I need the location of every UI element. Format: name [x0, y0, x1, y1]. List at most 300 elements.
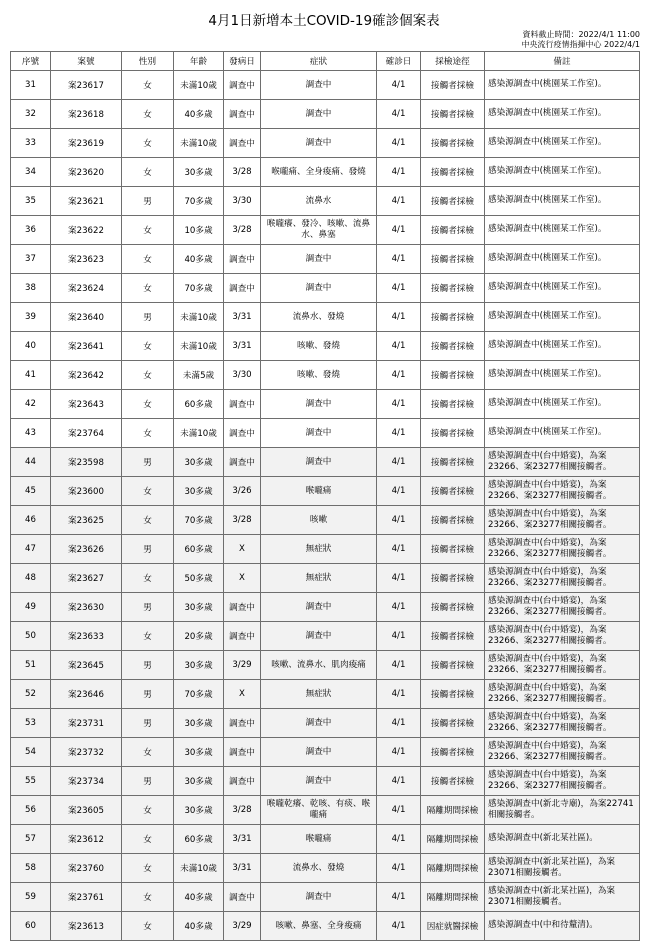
cell-remarks: 感染源調查中(台中婚宴)，為案23266、案23277相關接觸者。 — [485, 622, 640, 651]
cell-remarks: 感染源調查中(新北寺廟)，為案22741相關接觸者。 — [485, 796, 640, 825]
cell-remarks: 感染源調查中(台中婚宴)，為案23266、案23277相關接觸者。 — [485, 593, 640, 622]
cell-seq: 52 — [11, 680, 51, 709]
cell-sex: 男 — [122, 709, 174, 738]
cell-confirm-date: 4/1 — [377, 622, 421, 651]
cell-sex: 女 — [122, 912, 174, 941]
table-row — [11, 709, 640, 738]
cell-seq: 53 — [11, 709, 51, 738]
cell-symptoms: 喉嚨乾癢、乾咳、有痰、喉嚨痛 — [261, 796, 377, 825]
cell-symptoms: 喉嚨痛 — [261, 825, 377, 854]
cell-confirm-date: 4/1 — [377, 854, 421, 883]
cell-age: 30多歲 — [174, 651, 224, 680]
cell-age: 10多歲 — [174, 216, 224, 245]
cell-confirm-date: 4/1 — [377, 680, 421, 709]
cell-seq: 57 — [11, 825, 51, 854]
table-row — [11, 361, 640, 390]
table-row — [11, 825, 640, 854]
cell-remarks: 感染源調查中(桃園某工作室)。 — [485, 187, 640, 216]
cell-confirm-date: 4/1 — [377, 506, 421, 535]
cell-onset-date: 調查中 — [224, 593, 261, 622]
cell-case-no: 案23613 — [51, 912, 122, 941]
cell-remarks: 感染源調查中(台中婚宴)，為案23266、案23277相關接觸者。 — [485, 680, 640, 709]
cell-confirm-date: 4/1 — [377, 564, 421, 593]
cell-confirm-date: 4/1 — [377, 274, 421, 303]
cell-seq: 34 — [11, 158, 51, 187]
table-row — [11, 738, 640, 767]
cell-remarks: 感染源調查中(台中婚宴)，為案23266、案23277相關接觸者。 — [485, 448, 640, 477]
table-row — [11, 767, 640, 796]
cell-symptoms: 咳嗽 — [261, 506, 377, 535]
header-seq: 序號 — [11, 52, 51, 71]
cell-seq: 49 — [11, 593, 51, 622]
cell-age: 30多歲 — [174, 767, 224, 796]
cell-age: 30多歲 — [174, 477, 224, 506]
cell-case-no: 案23760 — [51, 854, 122, 883]
cell-remarks: 感染源調查中(桃園某工作室)。 — [485, 390, 640, 419]
cell-onset-date: 調查中 — [224, 883, 261, 912]
cell-confirm-date: 4/1 — [377, 361, 421, 390]
cell-onset-date: 3/31 — [224, 303, 261, 332]
cell-remarks: 感染源調查中(台中婚宴)，為案23266、案23277相關接觸者。 — [485, 709, 640, 738]
page-title: 4月1日新增本土COVID-19確診個案表 — [208, 13, 440, 29]
cell-onset-date: 3/28 — [224, 216, 261, 245]
cell-seq: 44 — [11, 448, 51, 477]
table-row — [11, 100, 640, 129]
cell-confirm-date: 4/1 — [377, 187, 421, 216]
cell-age: 40多歲 — [174, 245, 224, 274]
cell-age: 40多歲 — [174, 883, 224, 912]
header-sex: 性別 — [122, 52, 174, 71]
cell-symptoms: 調查中 — [261, 71, 377, 100]
cell-confirm-date: 4/1 — [377, 332, 421, 361]
cell-sex: 男 — [122, 187, 174, 216]
cell-seq: 55 — [11, 767, 51, 796]
cell-onset-date: 調查中 — [224, 738, 261, 767]
cell-sex: 女 — [122, 796, 174, 825]
cell-case-no: 案23598 — [51, 448, 122, 477]
table-row — [11, 448, 640, 477]
table-row — [11, 912, 640, 941]
cell-seq: 35 — [11, 187, 51, 216]
cell-age: 30多歲 — [174, 796, 224, 825]
cell-seq: 32 — [11, 100, 51, 129]
cell-case-no: 案23619 — [51, 129, 122, 158]
cell-seq: 31 — [11, 71, 51, 100]
cell-onset-date: 調查中 — [224, 390, 261, 419]
cell-confirm-date: 4/1 — [377, 912, 421, 941]
cell-symptoms: 調查中 — [261, 622, 377, 651]
cell-symptoms: 無症狀 — [261, 564, 377, 593]
cell-case-no: 案23620 — [51, 158, 122, 187]
cell-case-no: 案23621 — [51, 187, 122, 216]
case-table — [10, 51, 640, 941]
cell-seq: 41 — [11, 361, 51, 390]
cell-seq: 54 — [11, 738, 51, 767]
cell-sex: 女 — [122, 245, 174, 274]
cell-symptoms: 無症狀 — [261, 680, 377, 709]
cell-age: 未滿10歲 — [174, 71, 224, 100]
cell-case-no: 案23623 — [51, 245, 122, 274]
cell-case-no: 案23605 — [51, 796, 122, 825]
cell-remarks: 感染源調查中(桃園某工作室)。 — [485, 419, 640, 448]
cell-case-no: 案23731 — [51, 709, 122, 738]
cell-onset-date: 3/30 — [224, 187, 261, 216]
cell-remarks: 感染源調查中(台中婚宴)，為案23266、案23277相關接觸者。 — [485, 767, 640, 796]
cell-age: 未滿10歲 — [174, 129, 224, 158]
cell-test-route: 接觸者採檢 — [421, 535, 485, 564]
cell-onset-date: 3/29 — [224, 651, 261, 680]
table-header-row — [11, 52, 640, 71]
cell-onset-date: 3/26 — [224, 477, 261, 506]
table-row — [11, 883, 640, 912]
cell-onset-date: 調查中 — [224, 622, 261, 651]
cell-test-route: 接觸者採檢 — [421, 709, 485, 738]
cell-onset-date: 調查中 — [224, 419, 261, 448]
cell-remarks: 感染源調查中(桃園某工作室)。 — [485, 274, 640, 303]
cell-age: 未滿10歲 — [174, 303, 224, 332]
cell-confirm-date: 4/1 — [377, 390, 421, 419]
table-row — [11, 71, 640, 100]
header-remarks: 備註 — [485, 52, 640, 71]
cell-test-route: 隔離期間採檢 — [421, 796, 485, 825]
cell-sex: 男 — [122, 593, 174, 622]
header-symptoms: 症狀 — [261, 52, 377, 71]
header-case-no: 案號 — [51, 52, 122, 71]
cell-symptoms: 喉嚨痛、全身痠痛、發燒 — [261, 158, 377, 187]
table-row — [11, 622, 640, 651]
cell-test-route: 隔離期間採檢 — [421, 854, 485, 883]
cell-test-route: 接觸者採檢 — [421, 129, 485, 158]
cell-sex: 女 — [122, 419, 174, 448]
cell-case-no: 案23734 — [51, 767, 122, 796]
cell-confirm-date: 4/1 — [377, 535, 421, 564]
cell-case-no: 案23630 — [51, 593, 122, 622]
cell-symptoms: 調查中 — [261, 448, 377, 477]
cell-sex: 女 — [122, 274, 174, 303]
cell-seq: 47 — [11, 535, 51, 564]
cell-confirm-date: 4/1 — [377, 709, 421, 738]
cell-confirm-date: 4/1 — [377, 419, 421, 448]
cell-onset-date: 3/29 — [224, 912, 261, 941]
cell-age: 30多歲 — [174, 593, 224, 622]
cell-remarks: 感染源調查中(桃園某工作室)。 — [485, 71, 640, 100]
table-row — [11, 187, 640, 216]
cell-onset-date: 調查中 — [224, 709, 261, 738]
cell-age: 70多歲 — [174, 187, 224, 216]
table-row — [11, 129, 640, 158]
cell-test-route: 因症就醫採檢 — [421, 912, 485, 941]
table-row — [11, 158, 640, 187]
table-row — [11, 245, 640, 274]
cell-symptoms: 流鼻水、發燒 — [261, 303, 377, 332]
cell-case-no: 案23624 — [51, 274, 122, 303]
cell-onset-date: 3/28 — [224, 158, 261, 187]
cell-onset-date: X — [224, 535, 261, 564]
table-row — [11, 303, 640, 332]
cell-case-no: 案23646 — [51, 680, 122, 709]
cell-symptoms: 喉嚨痛 — [261, 477, 377, 506]
table-row — [11, 680, 640, 709]
cell-confirm-date: 4/1 — [377, 477, 421, 506]
cell-sex: 男 — [122, 448, 174, 477]
cell-confirm-date: 4/1 — [377, 767, 421, 796]
cell-remarks: 感染源調查中(台中婚宴)，為案23266、案23277相關接觸者。 — [485, 738, 640, 767]
cell-case-no: 案23600 — [51, 477, 122, 506]
cell-test-route: 接觸者採檢 — [421, 332, 485, 361]
cell-age: 30多歲 — [174, 709, 224, 738]
table-row — [11, 593, 640, 622]
cell-remarks: 感染源調查中(桃園某工作室)。 — [485, 129, 640, 158]
cell-sex: 女 — [122, 564, 174, 593]
cell-symptoms: 調查中 — [261, 129, 377, 158]
cell-symptoms: 咳嗽、發燒 — [261, 332, 377, 361]
table-row — [11, 390, 640, 419]
table-row — [11, 796, 640, 825]
cell-confirm-date: 4/1 — [377, 883, 421, 912]
cell-onset-date: 3/30 — [224, 361, 261, 390]
cell-seq: 48 — [11, 564, 51, 593]
cell-remarks: 感染源調查中(台中婚宴)，為案23266、案23277相關接觸者。 — [485, 477, 640, 506]
cell-onset-date: X — [224, 680, 261, 709]
cell-remarks: 感染源調查中(桃園某工作室)。 — [485, 216, 640, 245]
cell-onset-date: 調查中 — [224, 245, 261, 274]
cell-age: 70多歲 — [174, 274, 224, 303]
cell-remarks: 感染源調查中(台中婚宴)，為案23266、案23277相關接觸者。 — [485, 651, 640, 680]
cell-sex: 女 — [122, 477, 174, 506]
cell-seq: 39 — [11, 303, 51, 332]
cell-remarks: 感染源調查中(中和待釐清)。 — [485, 912, 640, 941]
cell-sex: 女 — [122, 129, 174, 158]
cell-symptoms: 咳嗽、流鼻水、肌肉痠痛 — [261, 651, 377, 680]
cell-seq: 36 — [11, 216, 51, 245]
cell-confirm-date: 4/1 — [377, 651, 421, 680]
cell-test-route: 接觸者採檢 — [421, 419, 485, 448]
cell-confirm-date: 4/1 — [377, 245, 421, 274]
cell-case-no: 案23633 — [51, 622, 122, 651]
cell-seq: 59 — [11, 883, 51, 912]
cell-confirm-date: 4/1 — [377, 796, 421, 825]
header-confirm-date: 確診日 — [377, 52, 421, 71]
cell-test-route: 隔離期間採檢 — [421, 825, 485, 854]
cell-onset-date: 調查中 — [224, 71, 261, 100]
cell-seq: 37 — [11, 245, 51, 274]
cell-test-route: 接觸者採檢 — [421, 738, 485, 767]
cell-sex: 女 — [122, 390, 174, 419]
cell-age: 30多歲 — [174, 158, 224, 187]
cell-onset-date: 調查中 — [224, 274, 261, 303]
cell-symptoms: 喉嚨癢、發冷、咳嗽、流鼻水、鼻塞 — [261, 216, 377, 245]
cell-confirm-date: 4/1 — [377, 738, 421, 767]
cell-symptoms: 調查中 — [261, 274, 377, 303]
issuing-agency: 中央流行疫情指揮中心 2022/4/1 — [521, 40, 640, 49]
header-age: 年齡 — [174, 52, 224, 71]
cell-case-no: 案23627 — [51, 564, 122, 593]
cell-confirm-date: 4/1 — [377, 71, 421, 100]
cell-sex: 女 — [122, 622, 174, 651]
cell-symptoms: 調查中 — [261, 883, 377, 912]
table-row — [11, 854, 640, 883]
cell-test-route: 接觸者採檢 — [421, 506, 485, 535]
cell-remarks: 感染源調查中(桃園某工作室)。 — [485, 245, 640, 274]
cell-seq: 45 — [11, 477, 51, 506]
cell-seq: 40 — [11, 332, 51, 361]
cell-age: 70多歲 — [174, 680, 224, 709]
cell-case-no: 案23764 — [51, 419, 122, 448]
cell-case-no: 案23641 — [51, 332, 122, 361]
cell-test-route: 接觸者採檢 — [421, 651, 485, 680]
cell-case-no: 案23761 — [51, 883, 122, 912]
table-row — [11, 274, 640, 303]
cell-sex: 女 — [122, 361, 174, 390]
cell-onset-date: 3/28 — [224, 506, 261, 535]
cell-remarks: 感染源調查中(新北某社區)。 — [485, 825, 640, 854]
cell-remarks: 感染源調查中(新北某社區)，為案23071相關接觸者。 — [485, 883, 640, 912]
cell-test-route: 接觸者採檢 — [421, 767, 485, 796]
cell-age: 30多歲 — [174, 738, 224, 767]
cell-symptoms: 調查中 — [261, 709, 377, 738]
cell-symptoms: 調查中 — [261, 100, 377, 129]
cell-confirm-date: 4/1 — [377, 448, 421, 477]
header-test-route: 採檢途徑 — [421, 52, 485, 71]
cell-onset-date: 調查中 — [224, 448, 261, 477]
cell-seq: 51 — [11, 651, 51, 680]
cell-test-route: 接觸者採檢 — [421, 564, 485, 593]
cell-confirm-date: 4/1 — [377, 129, 421, 158]
cell-case-no: 案23622 — [51, 216, 122, 245]
cell-case-no: 案23640 — [51, 303, 122, 332]
table-body — [11, 71, 640, 941]
cell-age: 50多歲 — [174, 564, 224, 593]
cell-age: 70多歲 — [174, 506, 224, 535]
cell-age: 60多歲 — [174, 825, 224, 854]
table-row — [11, 506, 640, 535]
cell-seq: 38 — [11, 274, 51, 303]
cell-age: 30多歲 — [174, 448, 224, 477]
cell-case-no: 案23626 — [51, 535, 122, 564]
cell-symptoms: 調查中 — [261, 767, 377, 796]
cell-sex: 女 — [122, 825, 174, 854]
cell-test-route: 接觸者採檢 — [421, 245, 485, 274]
cell-case-no: 案23625 — [51, 506, 122, 535]
table-row — [11, 419, 640, 448]
cell-test-route: 接觸者採檢 — [421, 622, 485, 651]
cell-remarks: 感染源調查中(台中婚宴)，為案23266、案23277相關接觸者。 — [485, 564, 640, 593]
cell-sex: 女 — [122, 158, 174, 187]
cell-test-route: 接觸者採檢 — [421, 361, 485, 390]
cell-sex: 女 — [122, 216, 174, 245]
cell-symptoms: 咳嗽、鼻塞、全身痠痛 — [261, 912, 377, 941]
cell-onset-date: X — [224, 564, 261, 593]
cell-remarks: 感染源調查中(台中婚宴)，為案23266、案23277相關接觸者。 — [485, 535, 640, 564]
cell-symptoms: 調查中 — [261, 245, 377, 274]
cell-symptoms: 調查中 — [261, 738, 377, 767]
cell-confirm-date: 4/1 — [377, 303, 421, 332]
cell-sex: 男 — [122, 680, 174, 709]
cell-remarks: 感染源調查中(桃園某工作室)。 — [485, 303, 640, 332]
cell-test-route: 接觸者採檢 — [421, 158, 485, 187]
cell-test-route: 接觸者採檢 — [421, 390, 485, 419]
cell-test-route: 接觸者採檢 — [421, 187, 485, 216]
cell-remarks: 感染源調查中(台中婚宴)，為案23266、案23277相關接觸者。 — [485, 506, 640, 535]
cell-symptoms: 調查中 — [261, 593, 377, 622]
cell-symptoms: 調查中 — [261, 419, 377, 448]
cell-remarks: 感染源調查中(桃園某工作室)。 — [485, 100, 640, 129]
cell-case-no: 案23612 — [51, 825, 122, 854]
cell-remarks: 感染源調查中(新北某社區)，為案23071相關接觸者。 — [485, 854, 640, 883]
cell-remarks: 感染源調查中(桃園某工作室)。 — [485, 361, 640, 390]
cell-age: 未滿10歲 — [174, 854, 224, 883]
table-row — [11, 477, 640, 506]
cell-test-route: 接觸者採檢 — [421, 100, 485, 129]
cell-confirm-date: 4/1 — [377, 216, 421, 245]
table-row — [11, 564, 640, 593]
cell-age: 60多歲 — [174, 390, 224, 419]
cell-sex: 女 — [122, 506, 174, 535]
cell-confirm-date: 4/1 — [377, 825, 421, 854]
cell-case-no: 案23732 — [51, 738, 122, 767]
cell-test-route: 接觸者採檢 — [421, 274, 485, 303]
cell-seq: 33 — [11, 129, 51, 158]
cell-age: 未滿5歲 — [174, 361, 224, 390]
cell-case-no: 案23618 — [51, 100, 122, 129]
cell-symptoms: 無症狀 — [261, 535, 377, 564]
cell-sex: 女 — [122, 738, 174, 767]
cell-confirm-date: 4/1 — [377, 100, 421, 129]
cell-symptoms: 流鼻水 — [261, 187, 377, 216]
cell-age: 未滿10歲 — [174, 332, 224, 361]
cell-seq: 43 — [11, 419, 51, 448]
cell-onset-date: 3/31 — [224, 854, 261, 883]
cell-sex: 女 — [122, 100, 174, 129]
cell-seq: 56 — [11, 796, 51, 825]
cell-seq: 42 — [11, 390, 51, 419]
cell-onset-date: 3/28 — [224, 796, 261, 825]
cell-confirm-date: 4/1 — [377, 593, 421, 622]
table-row — [11, 332, 640, 361]
cell-age: 60多歲 — [174, 535, 224, 564]
cell-sex: 女 — [122, 883, 174, 912]
cell-test-route: 接觸者採檢 — [421, 477, 485, 506]
cell-remarks: 感染源調查中(桃園某工作室)。 — [485, 332, 640, 361]
cell-test-route: 隔離期間採檢 — [421, 883, 485, 912]
cell-symptoms: 調查中 — [261, 390, 377, 419]
cell-test-route: 接觸者採檢 — [421, 303, 485, 332]
cell-sex: 男 — [122, 535, 174, 564]
cell-symptoms: 咳嗽、發燒 — [261, 361, 377, 390]
cell-test-route: 接觸者採檢 — [421, 680, 485, 709]
cell-symptoms: 流鼻水、發燒 — [261, 854, 377, 883]
cell-sex: 女 — [122, 332, 174, 361]
table-row — [11, 216, 640, 245]
cell-case-no: 案23643 — [51, 390, 122, 419]
cell-case-no: 案23617 — [51, 71, 122, 100]
cell-age: 40多歲 — [174, 912, 224, 941]
cell-sex: 男 — [122, 651, 174, 680]
cell-onset-date: 3/31 — [224, 825, 261, 854]
cell-remarks: 感染源調查中(桃園某工作室)。 — [485, 158, 640, 187]
cell-age: 40多歲 — [174, 100, 224, 129]
cell-test-route: 接觸者採檢 — [421, 71, 485, 100]
cell-age: 20多歲 — [174, 622, 224, 651]
cell-onset-date: 調查中 — [224, 100, 261, 129]
cell-test-route: 接觸者採檢 — [421, 216, 485, 245]
cell-onset-date: 調查中 — [224, 767, 261, 796]
cell-seq: 50 — [11, 622, 51, 651]
cell-sex: 男 — [122, 303, 174, 332]
cell-sex: 男 — [122, 767, 174, 796]
cell-case-no: 案23645 — [51, 651, 122, 680]
cell-seq: 60 — [11, 912, 51, 941]
